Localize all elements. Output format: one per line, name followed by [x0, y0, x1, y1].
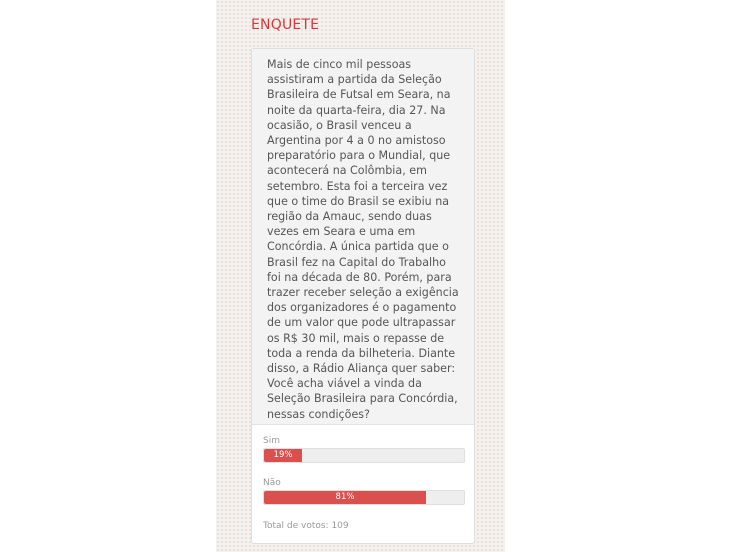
poll-question: Mais de cinco mil pessoas assistiram a partida da Seleção Brasileira de Futsal em Seara, na noite da quarta-feira, dia 27. Na ocasião, o Brasil venceu a Argentina por 4 a 0 no amistoso preparatório para o Mundial, que acontecerá na Colômbia, em setembro. Esta foi a terceira vez que o time do Brasil se exibiu na região da Amauc, sendo duas vezes em Seara e uma em Concórdia. A única partida que o Brasil fez na Capital do Trabalho foi na década de 80. Porém, para trazer receber seleção a exigência dos organizadores é o pagamento de um valor que pode ultrapassar os R$ 30 mil, mais o repasse de toda a renda da bilheteria. Diante disso, a Rádio Aliança quer saber: Você acha viável a vinda da Seleção Brasileira para Concórdia, nessas condições?: [252, 49, 474, 425]
poll-result-bar-track: [263, 448, 465, 463]
poll-option-label: Sim: [263, 436, 280, 446]
poll-option-label: Não: [263, 478, 281, 488]
poll-card: [251, 48, 475, 544]
poll-result-bar-track: [263, 490, 465, 505]
poll-option-nao: [263, 478, 465, 505]
poll-result-percent: 81%: [335, 492, 355, 502]
poll-result-percent: 19%: [273, 450, 293, 460]
poll-widget: [216, 0, 505, 552]
poll-option-sim: [263, 436, 465, 463]
poll-total-votes: Total de votos: 109: [263, 521, 349, 531]
poll-title: ENQUETE: [251, 17, 320, 33]
